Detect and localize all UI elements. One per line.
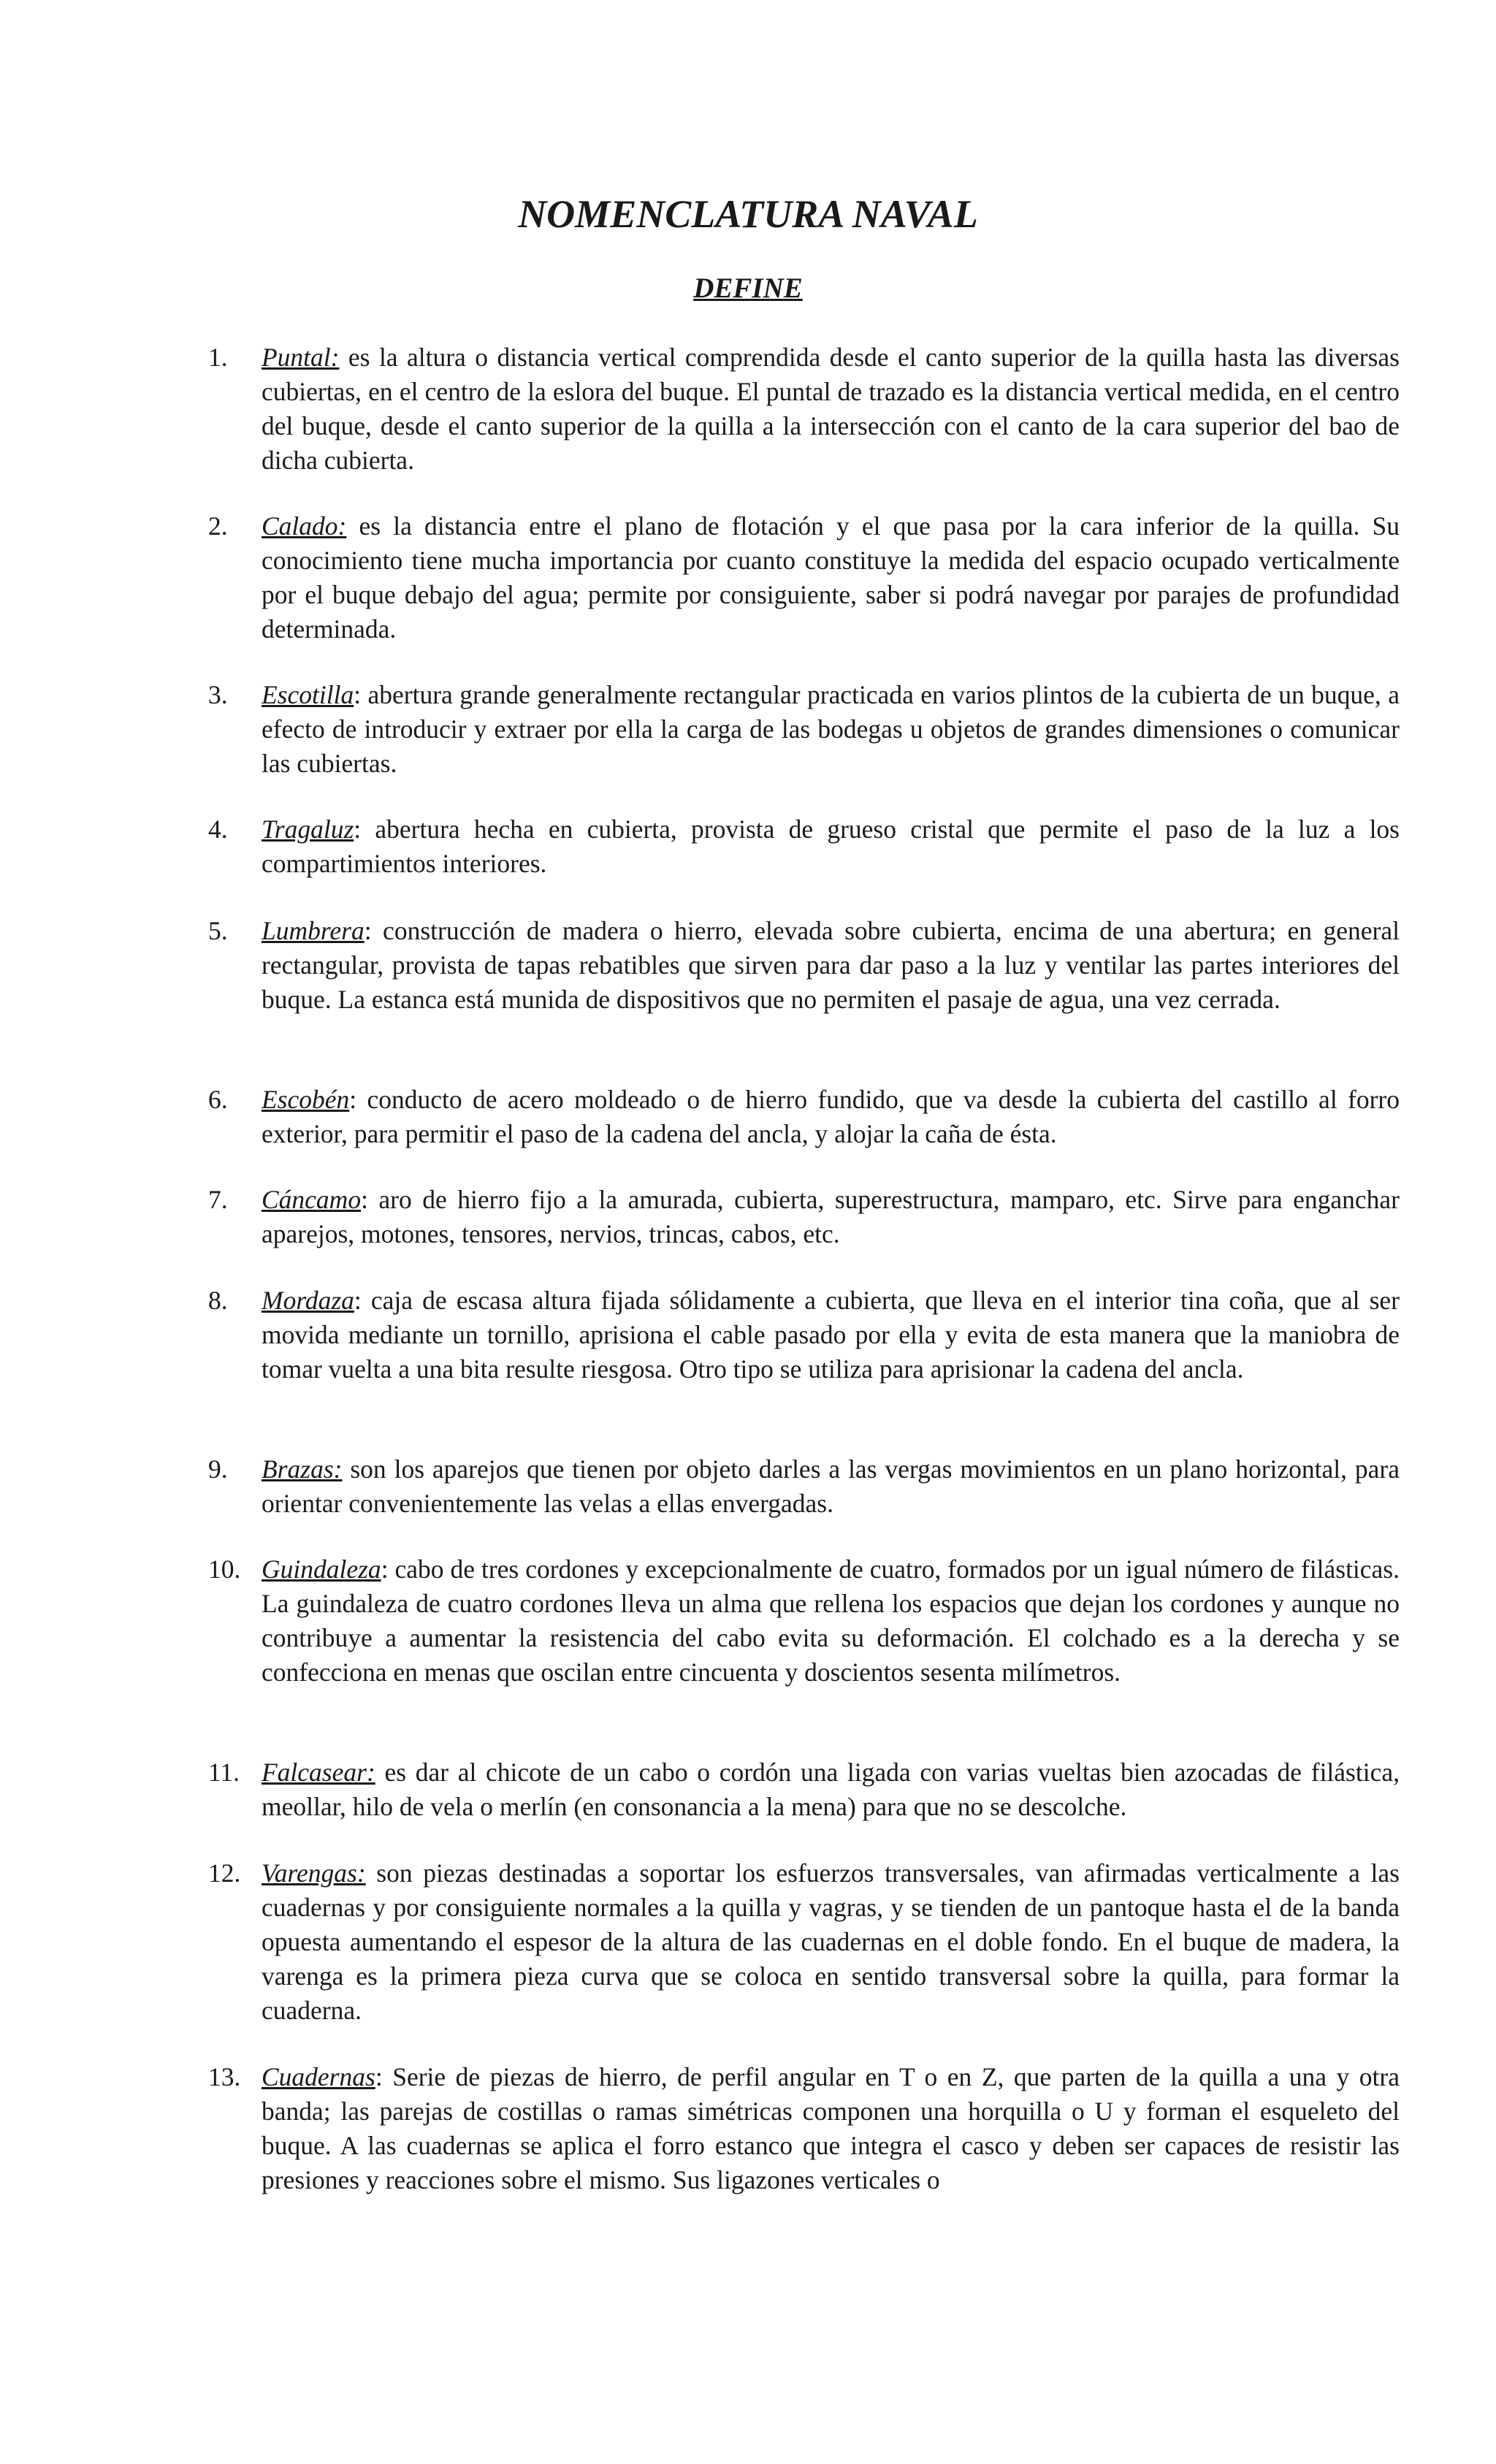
item-text: : abertura grande generalmente rectangular practicada en varios plintos de la cubierta de un buque, a efecto de introducir y extraer por ella la carga de las bodegas u objetos de grandes dimensiones o comunicar las cubiertas. — [262, 680, 1400, 778]
item-body — [262, 1755, 1400, 1824]
item-number: 11. — [208, 1758, 240, 1787]
item-number: 6. — [208, 1085, 228, 1114]
item-number: 7. — [208, 1185, 228, 1214]
item-term: Tragaluz — [262, 815, 354, 844]
item-term: Guindaleza — [262, 1555, 381, 1584]
item-body — [262, 1284, 1400, 1387]
item-term: Cuadernas — [262, 2062, 375, 2091]
item-term: Escobén — [262, 1085, 350, 1114]
item-text: : abertura hecha en cubierta, provista de grueso cristal que permite el paso de la luz a los compartimientos interiores. — [262, 815, 1400, 878]
item-term: Calado: — [262, 511, 347, 541]
item-text: : caja de escasa altura fijada sólidamente a cubierta, que lleva en el interior tina coña, que al ser movida mediante un tornillo, aprisiona el cable pasado por ella y evita de esta manera que la maniobra de tomar vuelta a una bita resulte riesgosa. Otro tipo se utiliza para aprisionar la cadena del ancla. — [262, 1286, 1400, 1384]
item-body — [262, 509, 1400, 646]
item-text: es la altura o distancia vertical comprendida desde el canto superior de la quilla hasta las diversas cubiertas, en el centro de la eslora del buque. El puntal de trazado es la distancia vertical medida, en el centro del buque, desde el canto superior de la quilla a la intersección con el canto de la cara superior del bao de dicha cubierta. — [262, 343, 1400, 475]
item-term: Cáncamo — [262, 1185, 362, 1214]
item-number: 12. — [208, 1858, 241, 1888]
item-term: Varengas: — [262, 1858, 366, 1888]
item-number: 3. — [208, 680, 228, 709]
item-number: 4. — [208, 815, 228, 844]
item-text: : Serie de piezas de hierro, de perfil angular en T o en Z, que parten de la quilla a una y otra banda; las parejas de costillas o ramas simétricas componen una horquilla o U y forman el esqueleto del buque. A las cuadernas se aplica el forro estanco que integra el casco y deben ser capaces de resistir las presiones y reacciones sobre el mismo. Sus ligazones verticales o — [262, 2062, 1400, 2194]
item-text: : cabo de tres cordones y excepcionalmente de cuatro, formados por un igual número de filásticas. La guindaleza de cuatro cordones lleva un alma que rellena los espacios que dejan los cordones y aunque no contribuye a aumentar la resistencia del cabo evita su deformación. El colchado es a la derecha y se confecciona en menas que oscilan entre cincuenta y doscientos sesenta milímetros. — [262, 1555, 1400, 1687]
item-body — [262, 914, 1400, 1017]
item-number: 5. — [208, 916, 228, 945]
item-body — [262, 340, 1400, 478]
item-text: son los aparejos que tienen por objeto darles a las vergas movimientos en un plano horizontal, para orientar convenientemente las velas a ellas envergadas. — [262, 1454, 1400, 1518]
item-number: 8. — [208, 1286, 228, 1315]
item-body — [262, 1552, 1400, 1690]
item-number: 10. — [208, 1555, 241, 1584]
item-term: Brazas: — [262, 1454, 343, 1484]
item-term: Lumbrera — [262, 916, 365, 945]
item-number: 1. — [208, 343, 228, 372]
item-body — [262, 1452, 1400, 1521]
item-number: 13. — [208, 2062, 241, 2091]
item-number: 9. — [208, 1454, 228, 1484]
page-title: NOMENCLATURA NAVAL — [518, 192, 978, 236]
page-subtitle: DEFINE — [693, 272, 803, 304]
item-text: es dar al chicote de un cabo o cordón una ligada con varias vueltas bien azocadas de filástica, meollar, hilo de vela o merlín (en consonancia a la mena) para que no se descolche. — [262, 1758, 1400, 1821]
item-text: son piezas destinadas a soportar los esfuerzos transversales, van afirmadas verticalmente a las cuadernas y por consiguiente normales a la quilla y vagras, y se tienden de un pantoque hasta el de la banda opuesta aumentando el espesor de la altura de las cuadernas en el doble fondo. En el buque de madera, la varenga es la primera pieza curva que se coloca en sentido transversal sobre la quilla, para formar la cuaderna. — [262, 1858, 1400, 2025]
item-number: 2. — [208, 511, 228, 541]
item-text: : aro de hierro fijo a la amurada, cubierta, superestructura, mamparo, etc. Sirve para enganchar aparejos, motones, tensores, nervios, trincas, cabos, etc. — [262, 1185, 1400, 1248]
item-term: Puntal: — [262, 343, 340, 372]
item-term: Mordaza — [262, 1286, 354, 1315]
item-term: Escotilla — [262, 680, 354, 709]
item-body — [262, 1856, 1400, 2028]
item-text: es la distancia entre el plano de flotación y el que pasa por la cara inferior de la quilla. Su conocimiento tiene mucha importancia por cuanto constituye la medida del espacio ocupado verticalmente por el buque debajo del agua; permite por consiguiente, saber si podrá navegar por parajes de profundidad determinada. — [262, 511, 1400, 644]
item-body — [262, 678, 1400, 781]
item-body — [262, 1083, 1400, 1151]
item-body — [262, 1183, 1400, 1251]
item-text: : construcción de madera o hierro, elevada sobre cubierta, encima de una abertura; en general rectangular, provista de tapas rebatibles que sirven para dar paso a la luz y ventilar las partes interiores del buque. La estanca está munida de dispositivos que no permiten el pasaje de agua, una vez cerrada. — [262, 916, 1400, 1014]
item-text: : conducto de acero moldeado o de hierro fundido, que va desde la cubierta del castillo al forro exterior, para permitir el paso de la cadena del ancla, y alojar la caña de ésta. — [262, 1085, 1400, 1148]
item-term: Falcasear: — [262, 1758, 375, 1787]
item-body — [262, 2060, 1400, 2197]
item-body — [262, 812, 1400, 881]
